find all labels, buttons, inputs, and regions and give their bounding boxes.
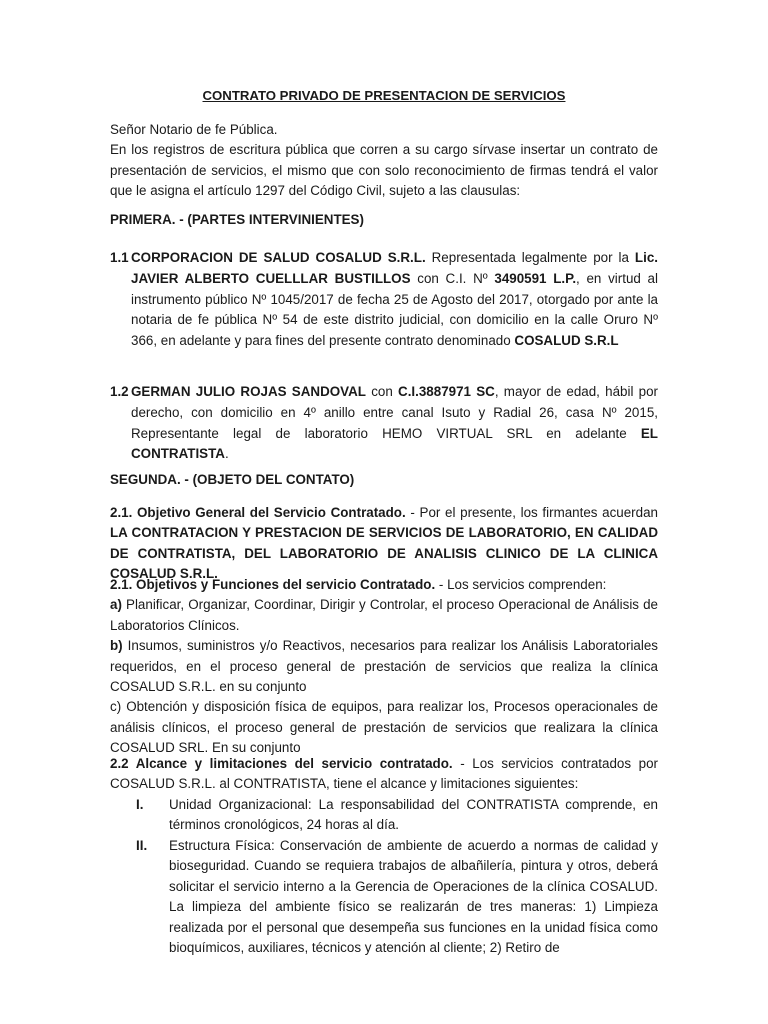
scope-limitations-paragraph: [110, 754, 658, 795]
item-text: , mayor de edad, hábil por derecho, con domicilio en 4º anillo entre canal Isuto y Radial 26, casa Nº 2015, Representante legal de laboratorio HEMO VIRTUAL SRL en adelante: [131, 384, 659, 441]
intro-block: [110, 120, 658, 202]
roman-numeral: I.: [136, 797, 144, 812]
item-text: .: [224, 446, 229, 462]
item-text: Representada legalmente por la: [425, 250, 635, 265]
section-heading: 2.1. Objetivo General del Servicio Contratado.: [110, 505, 406, 520]
roman-item-text: Estructura Física: Conservación de ambiente de acuerdo a normas de calidad y bioseguridad. Cuando se requiera trabajos de albañilería, pintura y otros, deberá solicitar el servicio interno a la Gerencia de Operaciones de la clínica COSALUD. La limpieza del ambiente físico se realizarán de tres maneras: 1) Limpieza realizada por el personal que desempeña sus funciones en la unidad física como bioquímicos, auxiliares, técnicos y atención al cliente; 2) Retiro de: [169, 838, 658, 956]
paragraph-text: - Los servicios contratados por COSALUD S.R.L. al CONTRATISTA, tiene el alcance y limitaciones siguientes:: [110, 756, 658, 792]
item-1-2: [110, 382, 658, 465]
roman-item-text: Unidad Organizacional: La responsabilidad del CONTRATISTA comprende, en términos cronológicos, 24 horas al día.: [169, 797, 658, 833]
section-heading: 2.2 Alcance y limitaciones del servicio contratado.: [110, 756, 453, 771]
list-item-a: Planificar, Organizar, Coordinar, Dirigir y Controlar, el proceso Operacional de Análisis de Laboratorios Clínicos.: [110, 597, 658, 633]
list-item-c: c) Obtención y disposición física de equipos, para realizar los, Procesos operacionales de análisis clínicos, el proceso general de prestación de servicios que realizara la clínica COSALUD SRL. En su conjunto: [110, 699, 658, 756]
list-label: a): [110, 597, 122, 613]
roman-list-item: [110, 795, 658, 836]
party-alias: EL CONTRATISTA: [131, 425, 658, 462]
item-number: 1.2: [110, 384, 129, 399]
item-text: con: [365, 384, 399, 399]
party-name: CORPORACION DE SALUD COSALUD S.R.L.: [131, 250, 426, 265]
clause-segunda-heading: SEGUNDA. - (OBJETO DEL CONTATO): [110, 472, 355, 487]
party-name: GERMAN JULIO ROJAS SANDOVAL: [131, 384, 366, 399]
clause-primera-heading: PRIMERA. - (PARTES INTERVINIENTES): [110, 212, 364, 227]
item-text: , en virtud al instrumento público Nº 1045/2017 de fecha 25 de Agosto del 2017, otorgado por ante la notaria de fe pública Nº 54 de este distrito judicial, con domicilio en la calle Oruro Nº 366, en adelante y para fines del presente contrato denominado: [131, 270, 658, 349]
item-body: [131, 382, 658, 465]
document-title: CONTRATO PRIVADO DE PRESENTACION DE SERVICIOS: [202, 88, 566, 103]
list-item-b: Insumos, suministros y/o Reactivos, necesarios para realizar los Análisis Laboratoriales requeridos, en el proceso general de prestación de servicios que realiza la clínica COSALUD S.R.L. en su conjunto: [110, 638, 658, 695]
section-heading: 2.1. Objetivos y Funciones del servicio Contratado.: [110, 577, 436, 592]
salutation: Señor Notario de fe Pública.: [110, 122, 278, 137]
roman-list-item: [110, 836, 658, 958]
party-alias: COSALUD S.R.L: [514, 333, 619, 349]
objectives-functions-paragraph: [110, 575, 658, 759]
paragraph-text: - Los servicios comprenden:: [435, 577, 607, 592]
paragraph-text: - Por el presente, los firmantes acuerdan: [405, 505, 658, 520]
item-text: con C.I. Nº: [410, 270, 495, 286]
intro-paragraph: En los registros de escritura pública que corren a su cargo sírvase insertar un contrato de presentación de servicios, el mismo que con solo reconocimiento de firmas tendrá el valor que le asigna el artículo 1297 del Código Civil, sujeto a las clausulas:: [110, 142, 658, 199]
representative-name: Lic. JAVIER ALBERTO CUELLLAR BUSTILLOS: [131, 250, 658, 286]
id-number: 3490591 L.P.: [494, 270, 577, 286]
item-body: [131, 248, 658, 352]
objective-general-paragraph: [110, 503, 658, 585]
item-number: 1.1: [110, 250, 129, 265]
list-label: b): [110, 638, 123, 654]
roman-numeral: II.: [136, 838, 148, 853]
item-1-1: [110, 248, 658, 352]
paragraph-emphasis: LA CONTRATACION Y PRESTACION DE SERVICIOS DE LABORATORIO, EN CALIDAD DE CONTRATISTA, DEL LABORATORIO DE ANALISIS CLINICO DE LA CLINICA COSALUD S.R.L.: [110, 525, 658, 582]
id-number: C.I.3887971 SC: [398, 384, 495, 399]
